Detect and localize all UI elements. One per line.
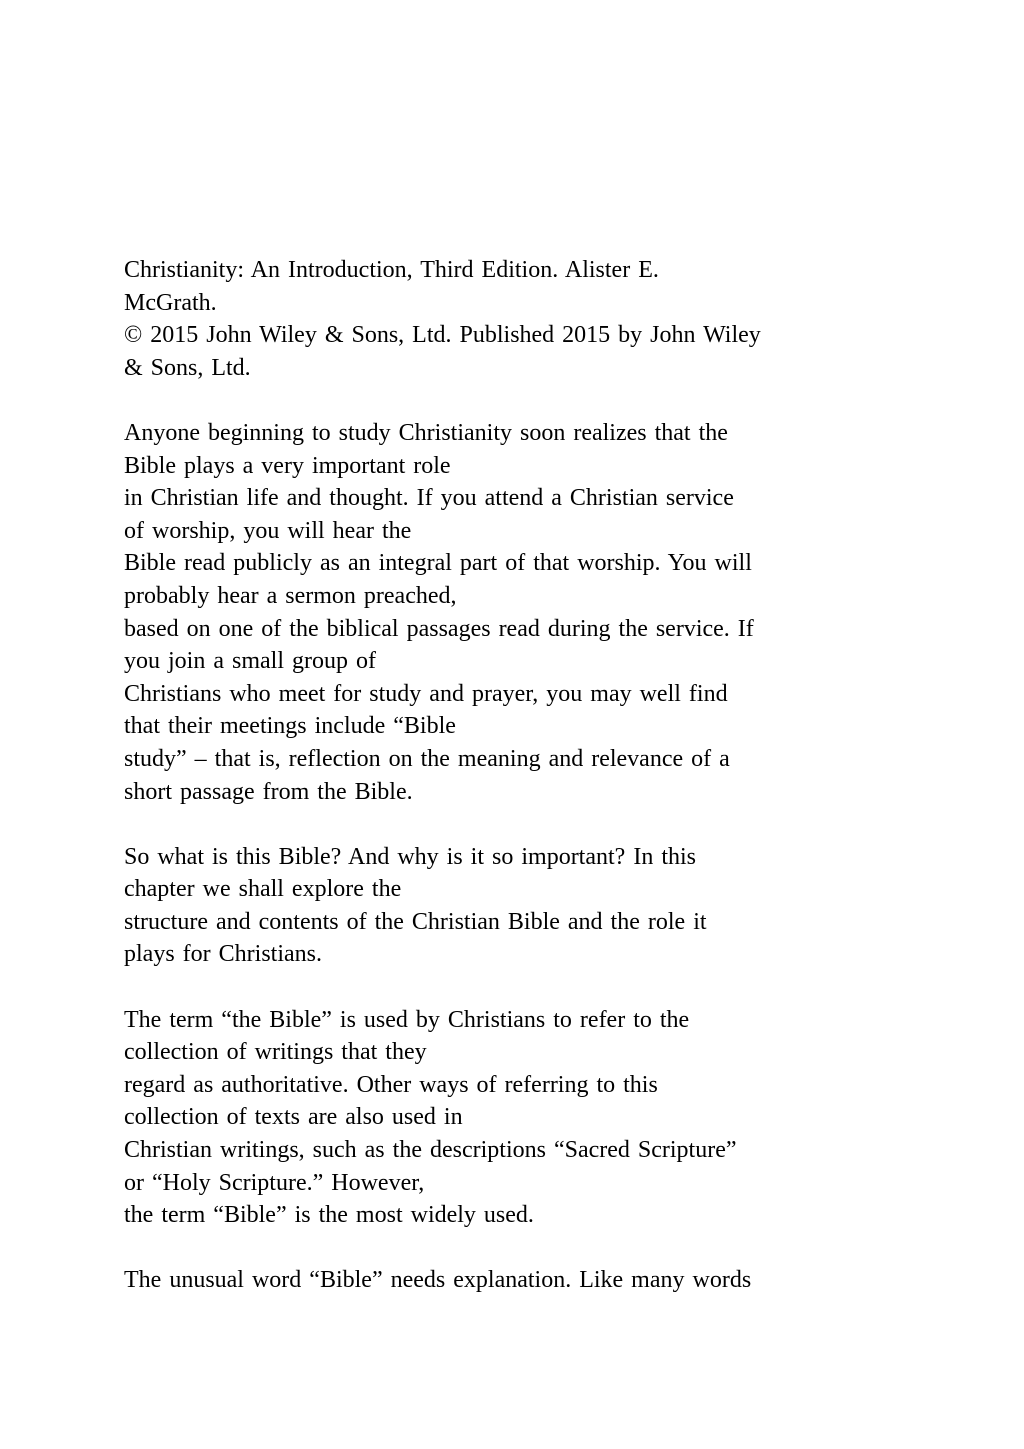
- text-line: Bible plays a very important role: [124, 452, 451, 479]
- text-line: study” – that is, reflection on the meaning and relevance of a: [124, 745, 730, 772]
- text-line: plays for Christians.: [124, 941, 322, 968]
- text-line: probably hear a sermon preached,: [124, 582, 457, 609]
- text-line: collection of writings that they: [124, 1039, 427, 1066]
- citation-header: [124, 254, 904, 384]
- paragraph-question: [124, 841, 904, 971]
- text-line: short passage from the Bible.: [124, 778, 413, 805]
- text-line: The term “the Bible” is used by Christians to refer to the: [124, 1006, 690, 1033]
- text-line: the term “Bible” is the most widely used.: [124, 1202, 534, 1229]
- text-line: collection of texts are also used in: [124, 1104, 463, 1131]
- text-line: Christian writings, such as the descriptions “Sacred Scripture”: [124, 1137, 737, 1164]
- text-line: Christians who meet for study and prayer, you may well find: [124, 680, 728, 707]
- copyright-line: & Sons, Ltd.: [124, 354, 251, 381]
- citation-line: Christianity: An Introduction, Third Edition. Alister E.: [124, 257, 659, 283]
- text-line: structure and contents of the Christian Bible and the role it: [124, 908, 707, 935]
- paragraph-intro: [124, 417, 904, 808]
- text-line: of worship, you will hear the: [124, 517, 412, 544]
- paragraph-term: [124, 1004, 904, 1232]
- document-body: [124, 254, 904, 1297]
- text-line: Bible read publicly as an integral part of that worship. You will: [124, 550, 752, 577]
- citation-line: McGrath.: [124, 289, 217, 316]
- text-line: regard as authoritative. Other ways of referring to this: [124, 1071, 658, 1098]
- text-line: you join a small group of: [124, 648, 376, 675]
- text-line: or “Holy Scripture.” However,: [124, 1169, 425, 1196]
- text-line: that their meetings include “Bible: [124, 713, 456, 740]
- paragraph-spacer: [124, 1232, 904, 1265]
- text-line: in Christian life and thought. If you attend a Christian service: [124, 485, 734, 512]
- text-line: The unusual word “Bible” needs explanation. Like many words: [124, 1267, 752, 1294]
- copyright-line: © 2015 John Wiley & Sons, Ltd. Published 2015 by John Wiley: [124, 322, 761, 349]
- paragraph-spacer: [124, 971, 904, 1004]
- text-line: So what is this Bible? And why is it so important? In this: [124, 843, 696, 870]
- text-line: chapter we shall explore the: [124, 876, 402, 903]
- paragraph-spacer: [124, 808, 904, 841]
- text-line: Anyone beginning to study Christianity soon realizes that the: [124, 419, 728, 446]
- paragraph-spacer: [124, 384, 904, 417]
- text-line: based on one of the biblical passages read during the service. If: [124, 615, 754, 642]
- paragraph-word: [124, 1264, 904, 1297]
